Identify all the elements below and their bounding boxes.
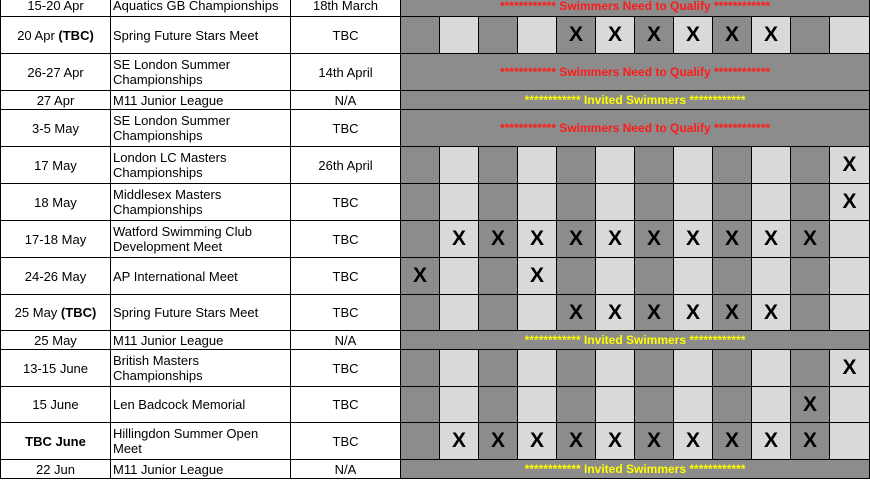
squad-cell <box>557 147 596 184</box>
squad-cell <box>674 350 713 387</box>
event-date <box>1 350 111 387</box>
entry-mark: X <box>685 300 700 324</box>
squad-cell <box>557 295 596 331</box>
squad-cell <box>635 350 674 387</box>
entry-mark: X <box>646 300 661 324</box>
entry-mark: X <box>802 429 817 452</box>
event-date <box>1 221 111 258</box>
squad-cell <box>674 423 713 460</box>
schedule-row <box>1 184 870 221</box>
closing-date: N/A <box>291 91 401 110</box>
event-name: AP International Meet <box>111 258 291 295</box>
entry-mark: X <box>724 23 739 46</box>
event-name: M11 Junior League <box>111 91 291 110</box>
event-name: SE London Summer Championships <box>111 54 291 91</box>
closing-date: TBC <box>291 258 401 295</box>
entry-mark: X <box>724 429 739 452</box>
squad-cell <box>401 350 440 387</box>
entry-mark: X <box>763 23 778 46</box>
squad-cell <box>479 387 518 423</box>
closing-date: 14th April <box>291 54 401 91</box>
event-date <box>1 17 111 54</box>
entry-mark: X <box>568 227 583 250</box>
entry-mark: X <box>724 300 739 324</box>
event-date-text: 13-15 June <box>22 360 89 376</box>
squad-cell <box>635 17 674 54</box>
squad-cell <box>635 258 674 295</box>
event-date <box>1 110 111 147</box>
event-date <box>1 184 111 221</box>
squad-cell <box>401 184 440 221</box>
entry-mark: X <box>490 227 505 250</box>
schedule-row <box>1 460 870 479</box>
squad-cell <box>401 295 440 331</box>
event-date-text: 20 Apr <box>17 27 59 43</box>
squad-cell <box>440 258 479 295</box>
invited-banner: ************ Invited Swimmers ************ <box>401 91 870 110</box>
squad-cell <box>791 17 830 54</box>
closing-date: TBC <box>291 221 401 258</box>
squad-cell <box>596 184 635 221</box>
event-date-text: 25 May <box>14 305 61 320</box>
squad-cell <box>440 387 479 423</box>
schedule-row <box>1 110 870 147</box>
closing-date: TBC <box>291 184 401 221</box>
event-date <box>1 331 111 350</box>
squad-cell <box>830 387 870 423</box>
event-date-text: 18 May <box>34 194 77 210</box>
qualify-banner: ************ Swimmers Need to Qualify ************ <box>401 110 870 147</box>
event-date <box>1 91 111 110</box>
closing-date: TBC <box>291 423 401 460</box>
squad-cell <box>557 17 596 54</box>
squad-cell <box>596 387 635 423</box>
event-date-text: 17 May <box>34 157 77 173</box>
entry-mark: X <box>529 227 544 250</box>
schedule-row <box>1 17 870 54</box>
squad-cell <box>674 258 713 295</box>
closing-date: TBC <box>291 350 401 387</box>
squad-cell <box>830 350 870 387</box>
event-date-bold-text: (TBC) <box>60 305 97 320</box>
squad-cell <box>791 147 830 184</box>
schedule-row <box>1 147 870 184</box>
event-date-text: 15 June <box>32 397 79 412</box>
squad-cell <box>557 258 596 295</box>
squad-cell <box>518 147 557 184</box>
entry-mark: X <box>842 153 857 176</box>
schedule-row <box>1 0 870 17</box>
squad-cell <box>479 350 518 387</box>
squad-cell <box>518 423 557 460</box>
squad-cell <box>713 258 752 295</box>
entry-mark: X <box>802 227 817 250</box>
squad-cell <box>830 17 870 54</box>
entry-mark: X <box>490 429 505 452</box>
closing-date: TBC <box>291 17 401 54</box>
event-name: British Masters Championships <box>111 350 291 387</box>
invited-banner: ************ Invited Swimmers ************ <box>401 460 870 479</box>
event-date-text: 22 Jun <box>35 461 76 477</box>
squad-cell <box>479 184 518 221</box>
entry-mark: X <box>842 356 857 379</box>
squad-cell <box>791 295 830 331</box>
entry-mark: X <box>646 429 661 452</box>
squad-cell <box>557 423 596 460</box>
entry-mark: X <box>685 429 700 452</box>
squad-cell <box>401 258 440 295</box>
squad-cell <box>791 221 830 258</box>
squad-cell <box>635 221 674 258</box>
qualify-banner: ************ Swimmers Need to Qualify ************ <box>401 0 870 17</box>
event-date-text: 27 Apr <box>36 92 75 108</box>
entry-mark: X <box>568 429 583 452</box>
event-name: Len Badcock Memorial <box>111 387 291 423</box>
event-date-text: 17-18 May <box>24 231 87 247</box>
squad-cell <box>752 387 791 423</box>
squad-cell <box>596 295 635 331</box>
schedule-row <box>1 91 870 110</box>
entry-mark: X <box>802 392 817 416</box>
event-date <box>1 460 111 479</box>
squad-cell <box>713 221 752 258</box>
event-name: Middlesex Masters Championships <box>111 184 291 221</box>
entry-mark: X <box>646 23 661 46</box>
squad-cell <box>830 147 870 184</box>
squad-cell <box>596 350 635 387</box>
schedule-row <box>1 54 870 91</box>
event-date-text: 24-26 May <box>24 268 87 284</box>
closing-date: N/A <box>291 460 401 479</box>
squad-cell <box>440 184 479 221</box>
squad-cell <box>791 184 830 221</box>
entry-mark: X <box>763 300 778 324</box>
squad-cell <box>518 387 557 423</box>
squad-cell <box>830 221 870 258</box>
squad-cell <box>674 17 713 54</box>
squad-cell <box>401 387 440 423</box>
entry-mark: X <box>763 429 778 452</box>
squad-cell <box>518 17 557 54</box>
entry-mark: X <box>607 227 622 250</box>
squad-cell <box>791 258 830 295</box>
event-date <box>1 0 111 17</box>
event-name: Spring Future Stars Meet <box>111 17 291 54</box>
entry-mark: X <box>529 264 544 287</box>
squad-cell <box>596 221 635 258</box>
squad-cell <box>479 147 518 184</box>
squad-cell <box>440 221 479 258</box>
closing-date: TBC <box>291 295 401 331</box>
event-name: Watford Swimming Club Development Meet <box>111 221 291 258</box>
closing-date: 26th April <box>291 147 401 184</box>
squad-cell <box>596 423 635 460</box>
squad-cell <box>713 350 752 387</box>
squad-cell <box>557 184 596 221</box>
entry-mark: X <box>568 23 583 46</box>
event-name: Aquatics GB Championships <box>111 0 291 17</box>
squad-cell <box>401 221 440 258</box>
squad-cell <box>596 17 635 54</box>
schedule-row <box>1 221 870 258</box>
squad-cell <box>752 258 791 295</box>
squad-cell <box>713 184 752 221</box>
squad-cell <box>479 295 518 331</box>
qualify-banner: ************ Swimmers Need to Qualify ************ <box>401 54 870 91</box>
squad-cell <box>713 387 752 423</box>
squad-cell <box>713 423 752 460</box>
squad-cell <box>830 258 870 295</box>
squad-cell <box>440 350 479 387</box>
entry-mark: X <box>685 23 700 46</box>
event-date <box>1 295 111 331</box>
squad-cell <box>752 295 791 331</box>
squad-cell <box>635 147 674 184</box>
event-date-text: 3-5 May <box>32 120 79 136</box>
squad-cell <box>440 147 479 184</box>
squad-cell <box>401 147 440 184</box>
squad-cell <box>479 423 518 460</box>
squad-cell <box>518 221 557 258</box>
entry-mark: X <box>607 429 622 452</box>
event-date-text: 25 May <box>34 332 77 348</box>
invited-banner: ************ Invited Swimmers ************ <box>401 331 870 350</box>
event-date <box>1 387 111 423</box>
squad-cell <box>401 17 440 54</box>
squad-cell <box>401 423 440 460</box>
squad-cell <box>830 423 870 460</box>
squad-cell <box>518 295 557 331</box>
schedule-rows <box>1 0 870 479</box>
entry-mark: X <box>763 227 778 250</box>
squad-cell <box>752 350 791 387</box>
squad-cell <box>596 258 635 295</box>
event-date <box>1 54 111 91</box>
squad-cell <box>518 258 557 295</box>
event-date-bold-text: TBC June <box>25 433 86 449</box>
event-name: M11 Junior League <box>111 460 291 479</box>
squad-cell <box>830 184 870 221</box>
entry-mark: X <box>646 227 661 250</box>
squad-cell <box>674 147 713 184</box>
squad-cell <box>713 147 752 184</box>
schedule-row <box>1 387 870 423</box>
schedule-row <box>1 331 870 350</box>
event-date-text: 15-20 Apr <box>27 0 84 13</box>
entry-mark: X <box>451 429 466 452</box>
event-name: London LC Masters Championships <box>111 147 291 184</box>
squad-cell <box>518 184 557 221</box>
squad-cell <box>674 221 713 258</box>
closing-date: TBC <box>291 110 401 147</box>
entry-mark: X <box>607 300 622 324</box>
schedule-row <box>1 423 870 460</box>
squad-cell <box>752 17 791 54</box>
squad-cell <box>557 221 596 258</box>
squad-cell <box>440 295 479 331</box>
entry-mark: X <box>842 190 857 213</box>
squad-cell <box>635 423 674 460</box>
squad-cell <box>479 221 518 258</box>
entry-mark: X <box>685 227 700 250</box>
schedule-row <box>1 350 870 387</box>
squad-cell <box>440 17 479 54</box>
event-date <box>1 258 111 295</box>
squad-cell <box>596 147 635 184</box>
event-name: Spring Future Stars Meet <box>111 295 291 331</box>
squad-cell <box>518 350 557 387</box>
closing-date: 18th March <box>291 0 401 17</box>
entry-mark: X <box>607 23 622 46</box>
squad-cell <box>635 184 674 221</box>
schedule-row <box>1 258 870 295</box>
event-date <box>1 423 111 460</box>
entry-mark: X <box>724 227 739 250</box>
squad-cell <box>674 295 713 331</box>
squad-cell <box>791 423 830 460</box>
squad-cell <box>830 295 870 331</box>
squad-cell <box>752 221 791 258</box>
event-name: SE London Summer Championships <box>111 110 291 147</box>
squad-cell <box>791 350 830 387</box>
closing-date: N/A <box>291 331 401 350</box>
event-date-bold-text: (TBC) <box>58 27 94 43</box>
event-date-text: 26-27 Apr <box>27 64 84 80</box>
squad-cell <box>791 387 830 423</box>
squad-cell <box>713 295 752 331</box>
squad-cell <box>479 17 518 54</box>
squad-cell <box>752 184 791 221</box>
squad-cell <box>479 258 518 295</box>
entry-mark: X <box>451 227 466 250</box>
squad-cell <box>674 387 713 423</box>
closing-date: TBC <box>291 387 401 423</box>
squad-cell <box>752 147 791 184</box>
squad-cell <box>674 184 713 221</box>
squad-cell <box>557 387 596 423</box>
squad-cell <box>440 423 479 460</box>
squad-cell <box>557 350 596 387</box>
squad-cell <box>752 423 791 460</box>
entry-mark: X <box>568 300 583 324</box>
squad-cell <box>635 295 674 331</box>
event-name: Hillingdon Summer Open Meet <box>111 423 291 460</box>
event-name: M11 Junior League <box>111 331 291 350</box>
schedule-row <box>1 295 870 331</box>
entry-mark: X <box>529 429 544 452</box>
entry-mark: X <box>412 264 427 287</box>
squad-cell <box>635 387 674 423</box>
squad-cell <box>713 17 752 54</box>
event-date <box>1 147 111 184</box>
